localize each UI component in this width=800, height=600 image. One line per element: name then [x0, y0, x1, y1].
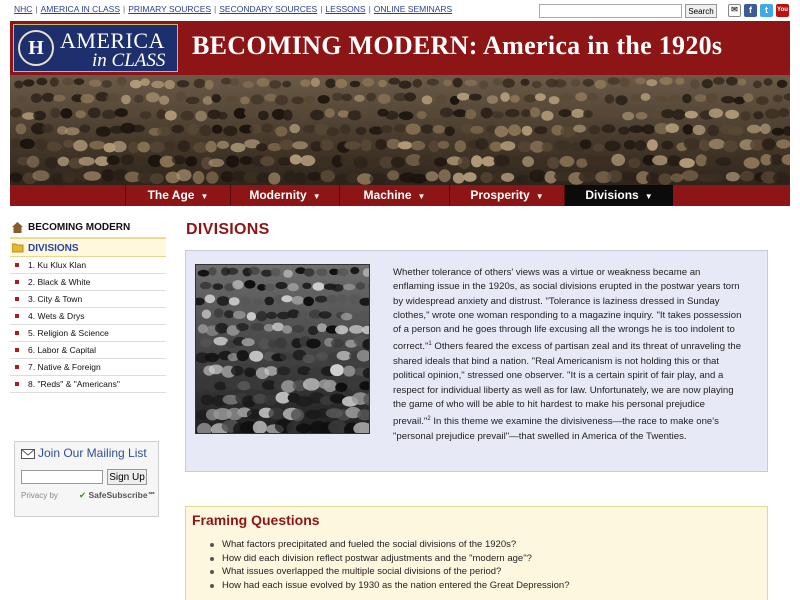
- nav-label: The Age: [147, 188, 195, 202]
- sidebar-item-label: 2. Black & White: [28, 277, 91, 287]
- sidebar-item-label: 7. Native & Foreign: [28, 362, 101, 372]
- top-link-secondary-sources[interactable]: SECONDARY SOURCES: [219, 4, 318, 14]
- folder-open-icon: [12, 243, 24, 253]
- intro-box: [185, 250, 768, 472]
- safesubscribe-logo[interactable]: [79, 490, 156, 501]
- logo-text-in-class: in CLASS: [92, 50, 166, 71]
- mailing-list-box: [14, 441, 159, 517]
- link-separator: |: [214, 4, 217, 14]
- intro-text-part: Whether tolerance of others' views was a virtue or weakness became an enflaming issue in the 1920s, as social divisions erupted in the postwar years torn by widespread anxiety and distrust. "Tolerance is laziness dressed in Sunday clothes," wrote one woman responding to a magazine inquiry. "It takes possession of a person and he goes through life excusing all the wrongs he is too indolent to correct.": [393, 267, 742, 353]
- list-item: How did each division reflect postwar adjustments and the "modern age"?: [208, 552, 570, 566]
- bullet-icon: [15, 314, 19, 318]
- bullet-icon: [15, 297, 19, 301]
- sidebar-home-link[interactable]: [10, 218, 166, 238]
- chevron-down-icon: ▼: [312, 192, 321, 201]
- bullet-icon: [15, 263, 19, 267]
- checkmark-icon: ✔: [79, 490, 87, 500]
- mailing-email-input[interactable]: [21, 470, 103, 484]
- top-link-primary-sources[interactable]: PRIMARY SOURCES: [128, 4, 212, 14]
- top-link-nhc[interactable]: NHC: [14, 4, 33, 14]
- logo-text-america: AMERICA: [60, 28, 165, 53]
- link-separator: |: [368, 4, 371, 14]
- top-link-america-in-class[interactable]: AMERICA IN CLASS: [40, 4, 120, 14]
- nav-label: Machine: [363, 188, 412, 202]
- mailing-list-title: Join Our Mailing List: [38, 446, 147, 460]
- footnote-link-2[interactable]: 2: [427, 416, 431, 423]
- bullet-icon: [15, 382, 19, 386]
- bullet-icon: [15, 365, 19, 369]
- chevron-down-icon: ▼: [535, 192, 544, 201]
- link-separator: |: [123, 4, 126, 14]
- list-item: How had each issue evolved by 1930 as the nation entered the Great Depression?: [208, 579, 570, 593]
- link-separator: |: [35, 4, 38, 14]
- intro-text: [393, 266, 743, 444]
- america-in-class-logo[interactable]: [13, 24, 178, 72]
- sidebar-item-labor-capital[interactable]: [10, 342, 166, 359]
- envelope-flap: [21, 449, 35, 459]
- list-item: What issues overlapped the multiple social divisions of the period?: [208, 565, 570, 579]
- nav-machine[interactable]: [339, 185, 449, 206]
- crowd-photo-image: [10, 75, 790, 185]
- sidebar-item-wets-drys[interactable]: [10, 308, 166, 325]
- chevron-down-icon: ▼: [200, 192, 209, 201]
- footnote-link-1[interactable]: 1: [428, 341, 432, 348]
- home-icon: [12, 222, 23, 233]
- nav-label: Modernity: [249, 188, 307, 202]
- sidebar-item-label: 4. Wets & Drys: [28, 311, 85, 321]
- main-nav: [10, 185, 790, 206]
- email-icon[interactable]: ✉: [728, 4, 741, 17]
- sidebar-item-label: 3. City & Town: [28, 294, 83, 304]
- crowd-photo[interactable]: [195, 264, 370, 434]
- envelope-icon: [21, 449, 35, 459]
- top-link-online-seminars[interactable]: ONLINE SEMINARS: [373, 4, 453, 14]
- hero-crowd-photo: [10, 75, 790, 185]
- nav-label: Divisions: [585, 188, 639, 202]
- sidebar-item-native-foreign[interactable]: [10, 359, 166, 376]
- safesubscribe-label: SafeSubscribe℠: [88, 490, 157, 500]
- top-links: [14, 4, 452, 14]
- framing-questions-title: Framing Questions: [192, 512, 320, 528]
- sign-up-button[interactable]: Sign Up: [107, 469, 147, 485]
- page-title: DIVISIONS: [186, 221, 270, 238]
- sidebar-item-city-town[interactable]: [10, 291, 166, 308]
- nav-modernity[interactable]: [230, 185, 339, 206]
- sidebar-item-ku-klux-klan[interactable]: [10, 257, 166, 274]
- sidebar-item-label: 6. Labor & Capital: [28, 345, 97, 355]
- bullet-icon: [15, 348, 19, 352]
- search-input[interactable]: [539, 4, 682, 18]
- chevron-down-icon: ▼: [417, 192, 426, 201]
- sidebar-home-label: BECOMING MODERN: [28, 222, 131, 233]
- nav-label: Prosperity: [470, 188, 530, 202]
- bullet-icon: [15, 331, 19, 335]
- crowd-photo-image: [196, 265, 370, 434]
- nav-divisions[interactable]: [564, 185, 673, 206]
- sidebar-current-label: DIVISIONS: [28, 243, 79, 254]
- sidebar-item-reds-americans[interactable]: [10, 376, 166, 393]
- sidebar-item-black-white[interactable]: [10, 274, 166, 291]
- chevron-down-icon: ▼: [644, 192, 653, 201]
- framing-questions-list: [208, 538, 570, 592]
- twitter-icon[interactable]: t: [760, 4, 773, 17]
- sidebar-item-label: 5. Religion & Science: [28, 328, 109, 338]
- sidebar-item-religion-science[interactable]: [10, 325, 166, 342]
- search-button[interactable]: Search: [685, 4, 717, 18]
- nhc-seal-icon: H: [18, 30, 54, 66]
- privacy-label: Privacy by: [21, 491, 58, 500]
- nav-the-age[interactable]: [125, 185, 230, 206]
- list-item: What factors precipitated and fueled the social divisions of the 1920s?: [208, 538, 570, 552]
- sidebar-current-section[interactable]: [10, 238, 166, 257]
- facebook-icon[interactable]: f: [744, 4, 757, 17]
- site-banner: [10, 21, 790, 75]
- intro-text-part: Others feared the excess of partisan zeal and its threat of unraveling the shared ideals that bind a nation. "Real Americanism is not holding this or that political opinion," stressed one observer. "It is a certain spirit of fair play, and a respect for individual liberty as well as for law. Unfortunately, we are now playing the game of who will be able to hit hardest to make his personal prejudice prevail.": [393, 341, 742, 428]
- sidebar-item-label: 8. "Reds" & "Americans": [28, 379, 120, 389]
- youtube-icon[interactable]: You: [776, 4, 789, 17]
- top-bar: [0, 0, 800, 20]
- bullet-icon: [15, 280, 19, 284]
- top-link-lessons[interactable]: LESSONS: [325, 4, 366, 14]
- banner-title: BECOMING MODERN: America in the 1920s: [192, 31, 723, 60]
- nav-prosperity[interactable]: [449, 185, 564, 206]
- link-separator: |: [320, 4, 323, 14]
- sidebar-item-label: 1. Ku Klux Klan: [28, 260, 87, 270]
- framing-questions-box: [185, 506, 768, 600]
- sidebar: [10, 218, 166, 393]
- intro-text-part: In this theme we examine the divisiveness—the race to make one's "personal prejudice prevail"—that swelled in America of the Twenties.: [393, 416, 719, 442]
